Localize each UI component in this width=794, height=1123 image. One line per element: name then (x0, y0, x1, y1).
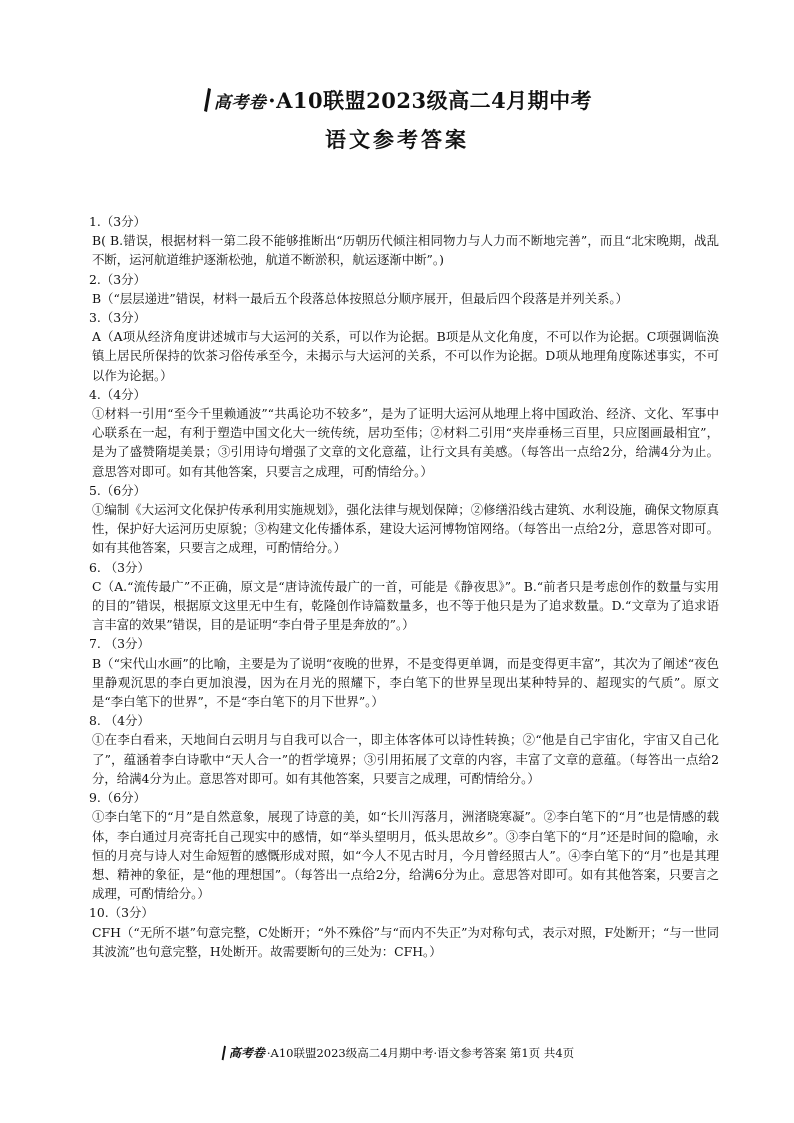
answer-label: 3.（3分） (89, 310, 146, 326)
brush-stroke-icon (220, 1045, 227, 1061)
answer-text: B（“宋代山水画”的比喻，主要是为了说明“夜晚的世界，不是变得更单调，而是变得更丰富”，其次为了阐述“夜色里静观沉思的李白更加浪漫，因为在月光的照耀下，李白笔下的世界呈现出某种特异的、超现实的气质”。原文是“李白笔下的世界”，不是“李白笔下的月下世界”。） (92, 655, 719, 710)
answer-text: A（A项从经济角度讲述城市与大运河的关系，可以作为论据。B项是从文化角度，不可以作为论据。C项强调临涣镇上居民所保持的饮茶习俗传承至今，未揭示与大运河的关系，不可以作为论据。D项从地理角度陈述事实，不可以作为论据。） (92, 329, 719, 383)
answer-text: B（“层层递进”错误，材料一最后五个段落总体按照总分顺序展开，但最后四个段落是并列关系。） (92, 290, 628, 306)
page-header (0, 86, 794, 154)
answer-label: 7. （3分） (89, 636, 150, 652)
answer-item (89, 903, 719, 961)
answer-text: ①李白笔下的“月”是自然意象，展现了诗意的美，如“长川泻落月，洲渚晓寒凝”。②李白笔下的“月”也是情感的载体，李白通过月亮寄托自己现实中的感情，如“举头望明月，低头思故乡”。③李白笔下的“月”还是时间的隐喻，永恒的月亮与诗人对生命短暂的感慨形成对照，如“今人不见古时月，今月曾经照古人”。④李白笔下的“月”也是其理想、精神的象征，是“他的理想国”。（每答出一点给2分，给满6分为止。意思答对即可。如有其他答案，只要言之成理，可酌情给分。） (92, 809, 719, 902)
answer-item (89, 481, 719, 558)
answer-text: B( B.错误，根据材料一第二段不能够推断出“历朝历代倾注相同物力与人力而不断地完善”，而且“北宋晚期，战乱不断，运河航道维护逐渐松弛，航道不断淤积，航运逐渐中断”。) (92, 233, 719, 268)
answer-text: ①在李白看来，天地间白云明月与自我可以合一，即主体客体可以诗性转换；②“他是自己宇宙化，宇宙又自己化了”，蕴涵着李白诗歌中“天人合一”的哲学境界；③引用拓展了文章的内容，丰富了文章的意蕴。（每答出一点给2分，给满4分为止。意思答对即可。如有其他答案，只要言之成理，可酌情给分。） (92, 732, 719, 786)
answer-item (89, 711, 719, 788)
answer-label: 5.（6分） (89, 482, 146, 498)
answer-label: 8. （4分） (89, 713, 150, 729)
answer-label: 4.（4分） (89, 386, 146, 402)
answer-label: 6. （3分） (89, 559, 150, 575)
footer-brand-name: 高考卷 (228, 1046, 265, 1060)
answer-item (89, 270, 719, 308)
answer-item (89, 634, 719, 711)
exam-title: ·A10联盟2023级高二4月期中考 (268, 88, 593, 113)
answer-label: 1.（3分） (89, 214, 146, 229)
brand-name: 高考卷 (213, 92, 267, 113)
answer-item (89, 212, 719, 270)
footer-text: ·A10联盟2023级高二4月期中考·语文参考答案 第1页 共4页 (266, 1045, 575, 1060)
answer-text: CFH（“无所不堪”句意完整，C处断开；“外不殊俗”与“而内不失正”为对称句式，表示对照，F处断开；“与一世同其波流”也句意完整，H处断开。故需要断句的三处为：CFH。） (92, 924, 719, 959)
answer-item (89, 788, 719, 903)
document-subtitle: 语文参考答案 (325, 127, 469, 152)
brush-stroke-icon (202, 87, 212, 113)
answer-list (89, 212, 719, 961)
exam-title-line (0, 86, 794, 114)
page-footer (0, 1044, 794, 1061)
brand-logo (202, 87, 267, 113)
answer-label: 9.（6分） (89, 790, 146, 806)
answer-text: ①材料一引用“至今千里赖通波”“共禹论功不较多”，是为了证明大运河从地理上将中国政治、经济、文化、军事中心联系在一起，有利于塑造中国文化大一统传统，居功至伟；②材料二引用“夹岸垂杨三百里，只应图画最相宜”，是为了盛赞隋堤美景；③引用诗句增强了文章的文化意蕴，让行文具有美感。（每答出一点给2分，给满4分为止。意思答对即可。如有其他答案，只要言之成理，可酌情给分。） (92, 406, 719, 479)
answer-item (89, 308, 719, 385)
answer-item (89, 385, 719, 481)
answer-text: C（A.“流传最广”不正确，原文是“唐诗流传最广的一首，可能是《静夜思》”。B.“前者只是考虑创作的数量与实用的目的”错误，根据原文这里无中生有，乾隆创作诗篇数量多，也不等于他只是为了追求数量。D.“文章为了追求语言丰富的效果”错误，目的是证明“李白骨子里是奔放的”。） (92, 578, 719, 633)
footer-brand-logo (220, 1044, 265, 1061)
answer-label: 10.（3分） (89, 905, 154, 921)
answer-text: ①编制《大运河文化保护传承利用实施规划》，强化法律与规划保障；②修缮沿线古建筑、水利设施，确保文物原真性，保护好大运河历史原貌；③构建文化传播体系，建设大运河博物馆网络。（每答出一点给2分，意思答对即可。如有其他答案，只要言之成理，可酌情给分。） (92, 502, 719, 556)
answer-label: 2.（3分） (89, 271, 146, 287)
answer-item (89, 558, 719, 635)
